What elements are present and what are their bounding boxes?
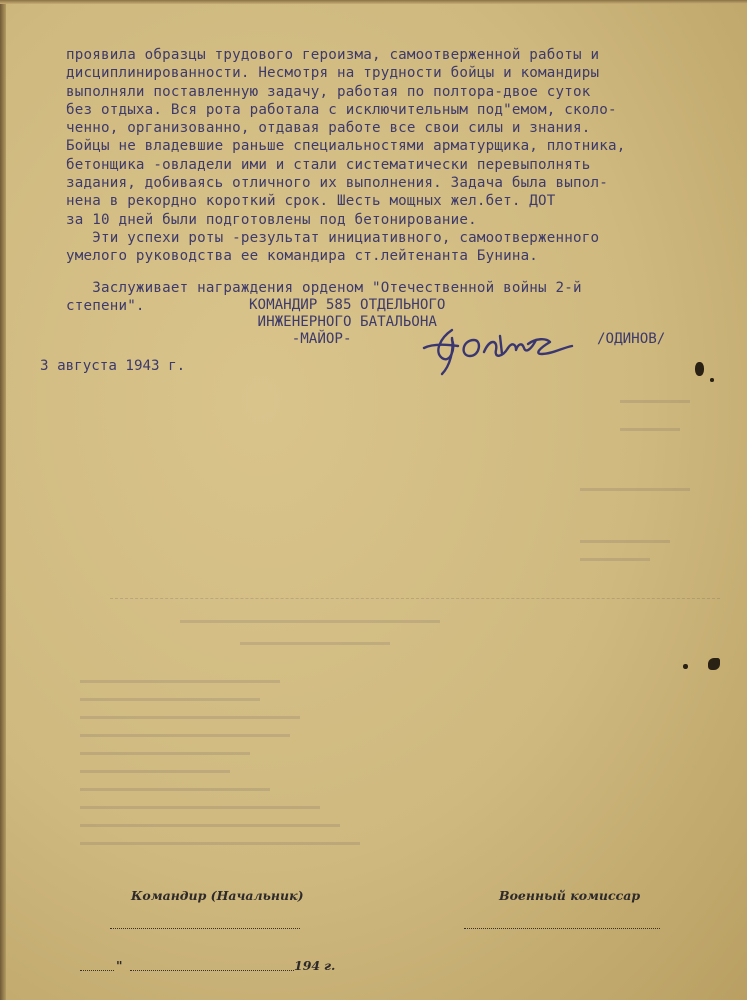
text-line: Эти успехи роты -результат инициативного, самоотверженного [66,229,600,246]
handwritten-signature [412,318,597,378]
paper-speck [683,664,688,669]
faint-separator [110,598,720,599]
text-line: ченно, организованно, отдавая работе все свои силы и знания. [66,120,591,137]
form-date-quote: " [116,958,123,973]
punch-hole [695,362,704,376]
text-line: выполняли поставленную задачу, работая по полтора-двое суток [66,83,591,100]
commissar-label: Военный комиссар [499,888,641,903]
signatory-title-line: КОМАНДИР 585 ОТДЕЛЬНОГО [249,297,446,313]
paper-speck [710,378,714,382]
signatory-name: /ОДИНОВ/ [597,331,666,347]
text-line: проявила образцы трудового героизма, самоотверженной работы и [66,47,600,63]
document-date: 3 августа 1943 г. [40,358,186,374]
award-text [66,46,706,315]
recommendation-line: Заслуживает награждения орденом "Отечественной войны 2-й [66,279,582,296]
text-line: Бойцы не владевшие раньше специальностями арматурщика, плотника, [66,138,626,155]
punch-hole [708,658,720,670]
recommendation-line: степени". [66,297,145,314]
text-line: умелого руководства ее командира ст.лейтенанта Бунина. [66,248,539,265]
text-line: без отдыха. Вся рота работала с исключительным под"емом, сколо- [66,101,617,118]
text-line: бетонщика -овладели ими и стали систематически перевыполнять [66,156,591,173]
commissar-signature-line [464,928,660,929]
page-edge-top [0,0,747,4]
page-edge-left [0,0,6,1000]
bleed-through-text [60,380,720,880]
commander-label: Командир (Начальник) [131,888,304,903]
commander-signature-line [110,928,300,929]
bleed-through-header [182,8,382,24]
text-line: за 10 дней были подготовлены под бетонирование. [66,211,477,228]
text-line: дисциплинированности. Несмотря на трудности бойцы и командиры [66,65,600,82]
text-line: нена в рекордно короткий срок. Шесть мощных жел.бет. ДОТ [66,193,556,210]
text-line: задания, добиваясь отличного их выполнения. Задача была выпол- [66,175,608,192]
signatory-unit-line: ИНЖЕНЕРНОГО БАТАЛЬОНА [249,314,437,330]
form-date-year: 194 [294,958,321,973]
form-date-suffix: г. [324,958,336,973]
signatory-rank-line: -МАЙОР- [249,331,352,347]
